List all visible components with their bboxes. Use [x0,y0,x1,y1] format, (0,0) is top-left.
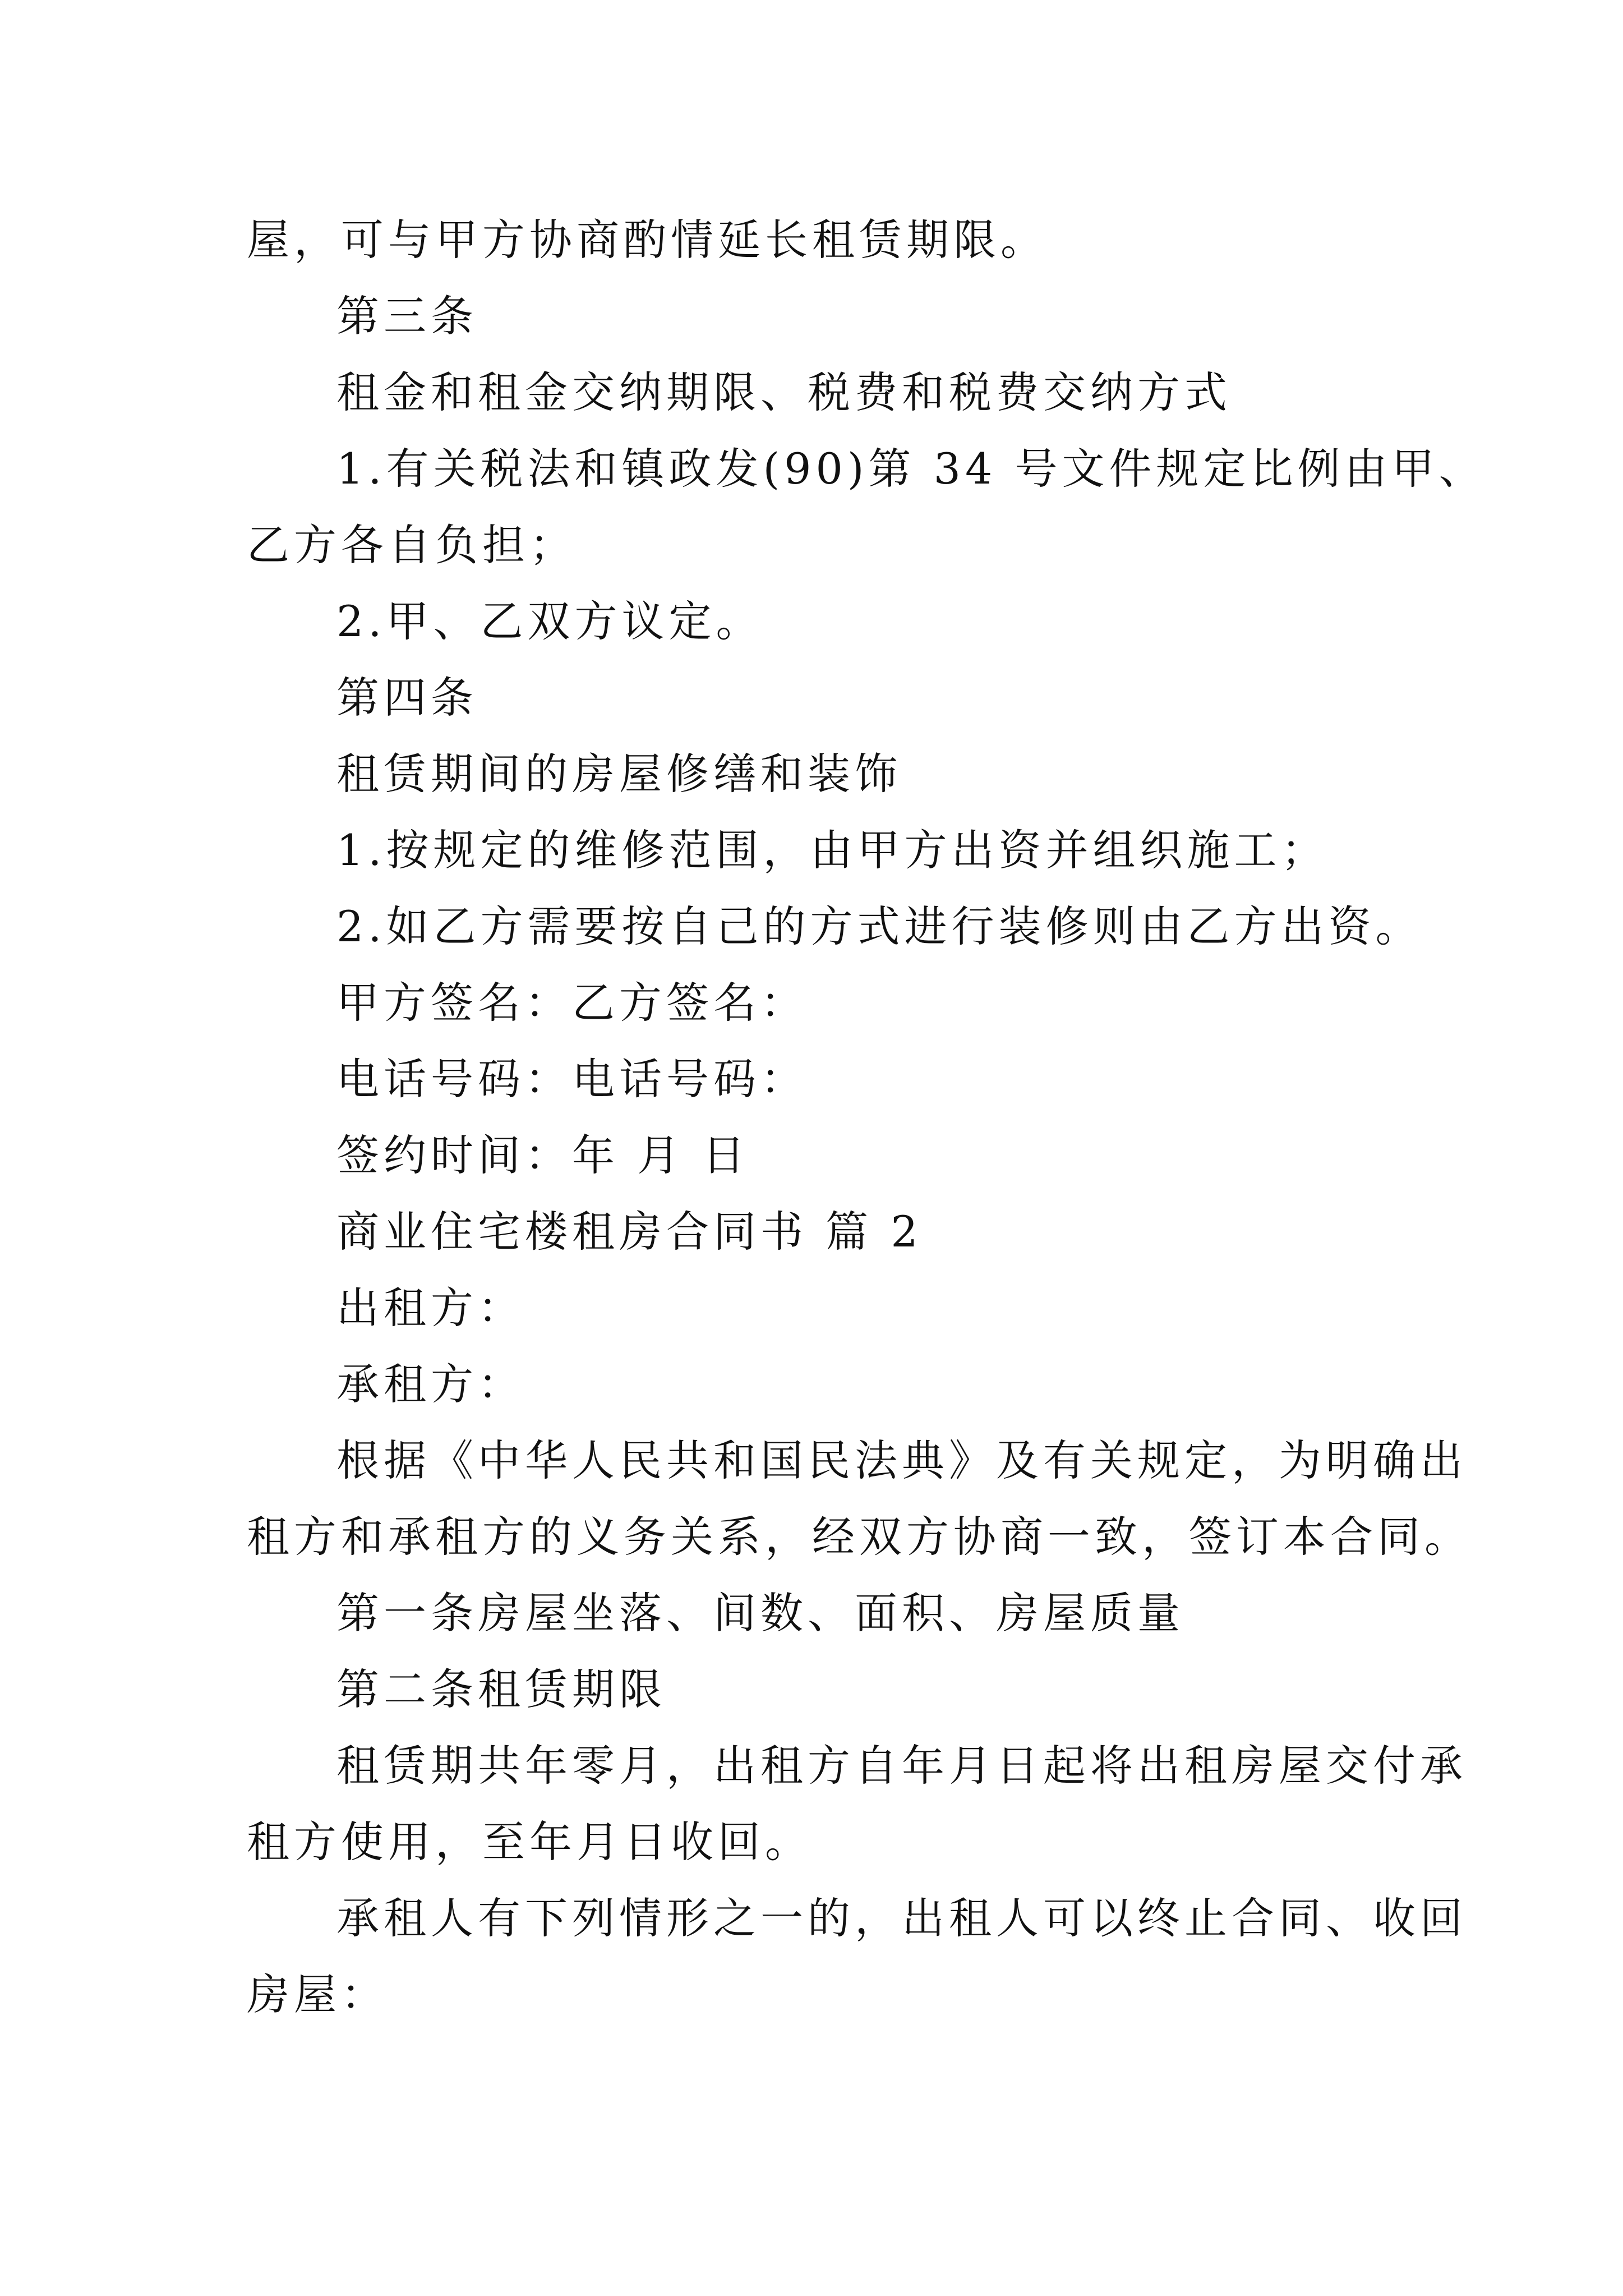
article-heading: 第一条房屋坐落、间数、面积、房屋质量 [336,1588,1184,1638]
paragraph-line: 承租人有下列情形之一的，出租人可以终止合同、收回 [336,1893,1467,1943]
phone-line: 电话号码：电话号码： [336,1054,808,1104]
document-body [247,202,1486,2033]
paragraph-line: 屋，可与甲方协商酌情延长租赁期限。 [247,215,1048,265]
paragraph-line: 1.按规定的维修范围，由甲方出资并组织施工； [336,825,1329,875]
article-heading: 第三条 [336,291,478,341]
article-title: 租赁期间的房屋修缮和装饰 [336,749,902,799]
article-title: 租金和租金交纳期限、税费和税费交纳方式 [336,367,1232,417]
lessee-line: 承租方： [336,1359,525,1409]
lessor-line: 出租方： [336,1283,525,1333]
paragraph-line: 2.甲、乙双方议定。 [336,596,763,646]
paragraph-line: 房屋： [247,1970,388,2019]
paragraph-line: 租方使用，至年月日收回。 [247,1817,812,1867]
date-line: 签约时间：年 月 日 [336,1130,750,1180]
paragraph-line: 租赁期共年零月，出租方自年月日起将出租房屋交付承 [336,1741,1467,1791]
section-title: 商业住宅楼租房合同书 篇 2 [336,1207,923,1257]
paragraph-line: 根据《中华人民共和国民法典》及有关规定，为明确出 [336,1435,1467,1485]
paragraph-line: 租方和承租方的义务关系，经双方协商一致，签订本合同。 [247,1512,1472,1562]
signature-line: 甲方签名：乙方签名： [336,978,808,1028]
paragraph-line: 乙方各自负担； [247,520,577,570]
article-heading: 第四条 [336,673,478,723]
paragraph-line: 2.如乙方需要按自己的方式进行装修则由乙方出资。 [336,901,1423,951]
paragraph-line: 1.有关税法和镇政发(90)第 34 号文件规定比例由甲、 [336,444,1486,494]
article-heading: 第二条租赁期限 [336,1664,666,1714]
